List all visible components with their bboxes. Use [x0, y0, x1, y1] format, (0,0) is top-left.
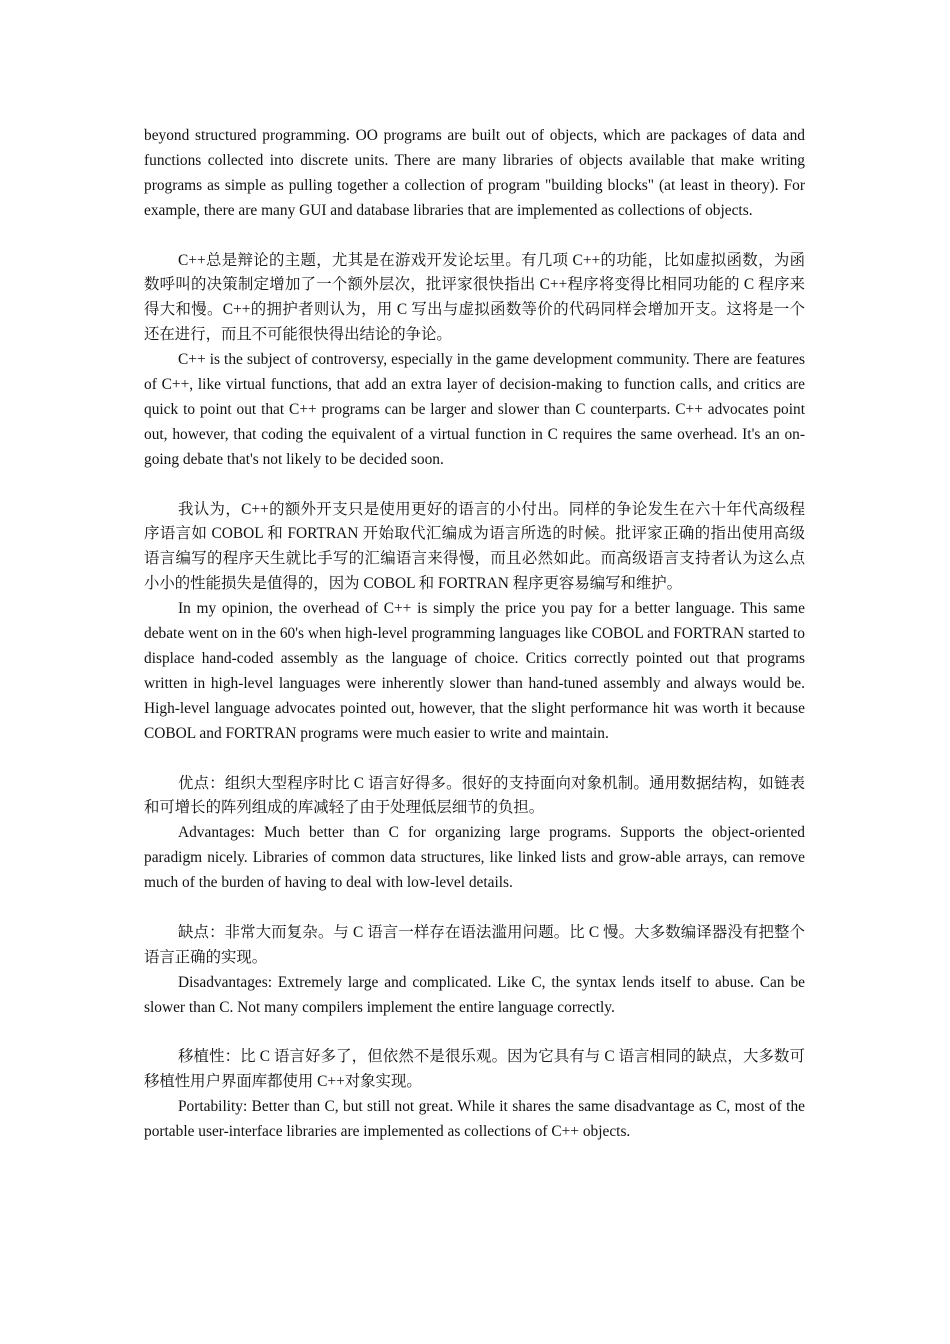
paragraph-gap: [144, 473, 805, 498]
paragraph-portability-zh: 移植性：比 C 语言好多了，但依然不是很乐观。因为它具有与 C 语言相同的缺点，大多数可移植性用户界面库都使用 C++对象实现。: [144, 1048, 805, 1091]
paragraph-gap: [144, 224, 805, 249]
paragraph-controversy-zh: C++总是辩论的主题，尤其是在游戏开发论坛里。有几项 C++的功能，比如虚拟函数，为函数呼叫的决策制定增加了一个额外层次，批评家很快指出 C++程序将变得比相同功能的 C 程序来得大和慢。C++的拥护者则认为，用 C 写出与虚拟函数等价的代码同样会增加开支。这将是一个还在进行，而且不可能很快得出结论的争论。: [144, 251, 805, 344]
paragraph-oo-continuation: beyond structured programming. OO programs are built out of objects, which are packages of data and functions collected into discrete units. There are many libraries of objects available that make writing programs as simple as pulling together a collection of program "building blocks" (at least in theory). For example, there are many GUI and database libraries that are implemented as collections of objects.: [144, 127, 805, 219]
paragraph-disadvantages-zh: 缺点：非常大而复杂。与 C 语言一样存在语法滥用问题。比 C 慢。大多数编译器没有把整个语言正确的实现。: [144, 923, 805, 966]
paragraph-opinion-en: In my opinion, the overhead of C++ is simply the price you pay for a better language. This same debate went on in the 60's when high-level programming languages like COBOL and FORTRAN started to displace hand-coded assembly as the language of choice. Critics correctly pointed out that programs written in high-level languages were inherently slower than hand-tuned assembly and always would be. High-level language advocates pointed out, however, that the slight performance hit was worth it because COBOL and FORTRAN programs were much easier to write and maintain.: [144, 600, 805, 742]
paragraph-disadvantages-en: Disadvantages: Extremely large and complicated. Like C, the syntax lends itself to abuse. Can be slower than C. Not many compilers implement the entire language correctly.: [144, 973, 805, 1016]
paragraph-advantages-en: Advantages: Much better than C for organizing large programs. Supports the object-oriented paradigm nicely. Libraries of common data structures, like linked lists and grow-able arrays, can remove much of the burden of having to deal with low-level details.: [144, 824, 805, 892]
paragraph-gap: [144, 896, 805, 921]
paragraph-gap: [144, 747, 805, 772]
paragraph-opinion-zh: 我认为，C++的额外开支只是使用更好的语言的小付出。同样的争论发生在六十年代高级程序语言如 COBOL 和 FORTRAN 开始取代汇编成为语言所选的时候。批评家正确的指出使用高级语言编写的程序天生就比手写的汇编语言来得慢，而且必然如此。而高级语言支持者认为这么点小小的性能损失是值得的，因为 COBOL 和 FORTRAN 程序更容易编写和维护。: [144, 500, 805, 593]
paragraph-portability-en: Portability: Better than C, but still not great. While it shares the same disadvantage as C, most of the portable user-interface libraries are implemented as collections of C++ objects.: [144, 1098, 805, 1141]
document-body: [144, 124, 805, 1145]
paragraph-controversy-en: C++ is the subject of controversy, especially in the game development community. There are features of C++, like virtual functions, that add an extra layer of decision-making to function calls, and critics are quick to point out that C++ programs can be larger and slower than C counterparts. C++ advocates point out, however, that coding the equivalent of a virtual function in C requires the same overhead. It's an on-going debate that's not likely to be decided soon.: [144, 351, 805, 468]
paragraph-advantages-zh: 优点：组织大型程序时比 C 语言好得多。很好的支持面向对象机制。通用数据结构，如链表和可增长的阵列组成的库减轻了由于处理低层细节的负担。: [144, 774, 805, 817]
paragraph-gap: [144, 1021, 805, 1046]
